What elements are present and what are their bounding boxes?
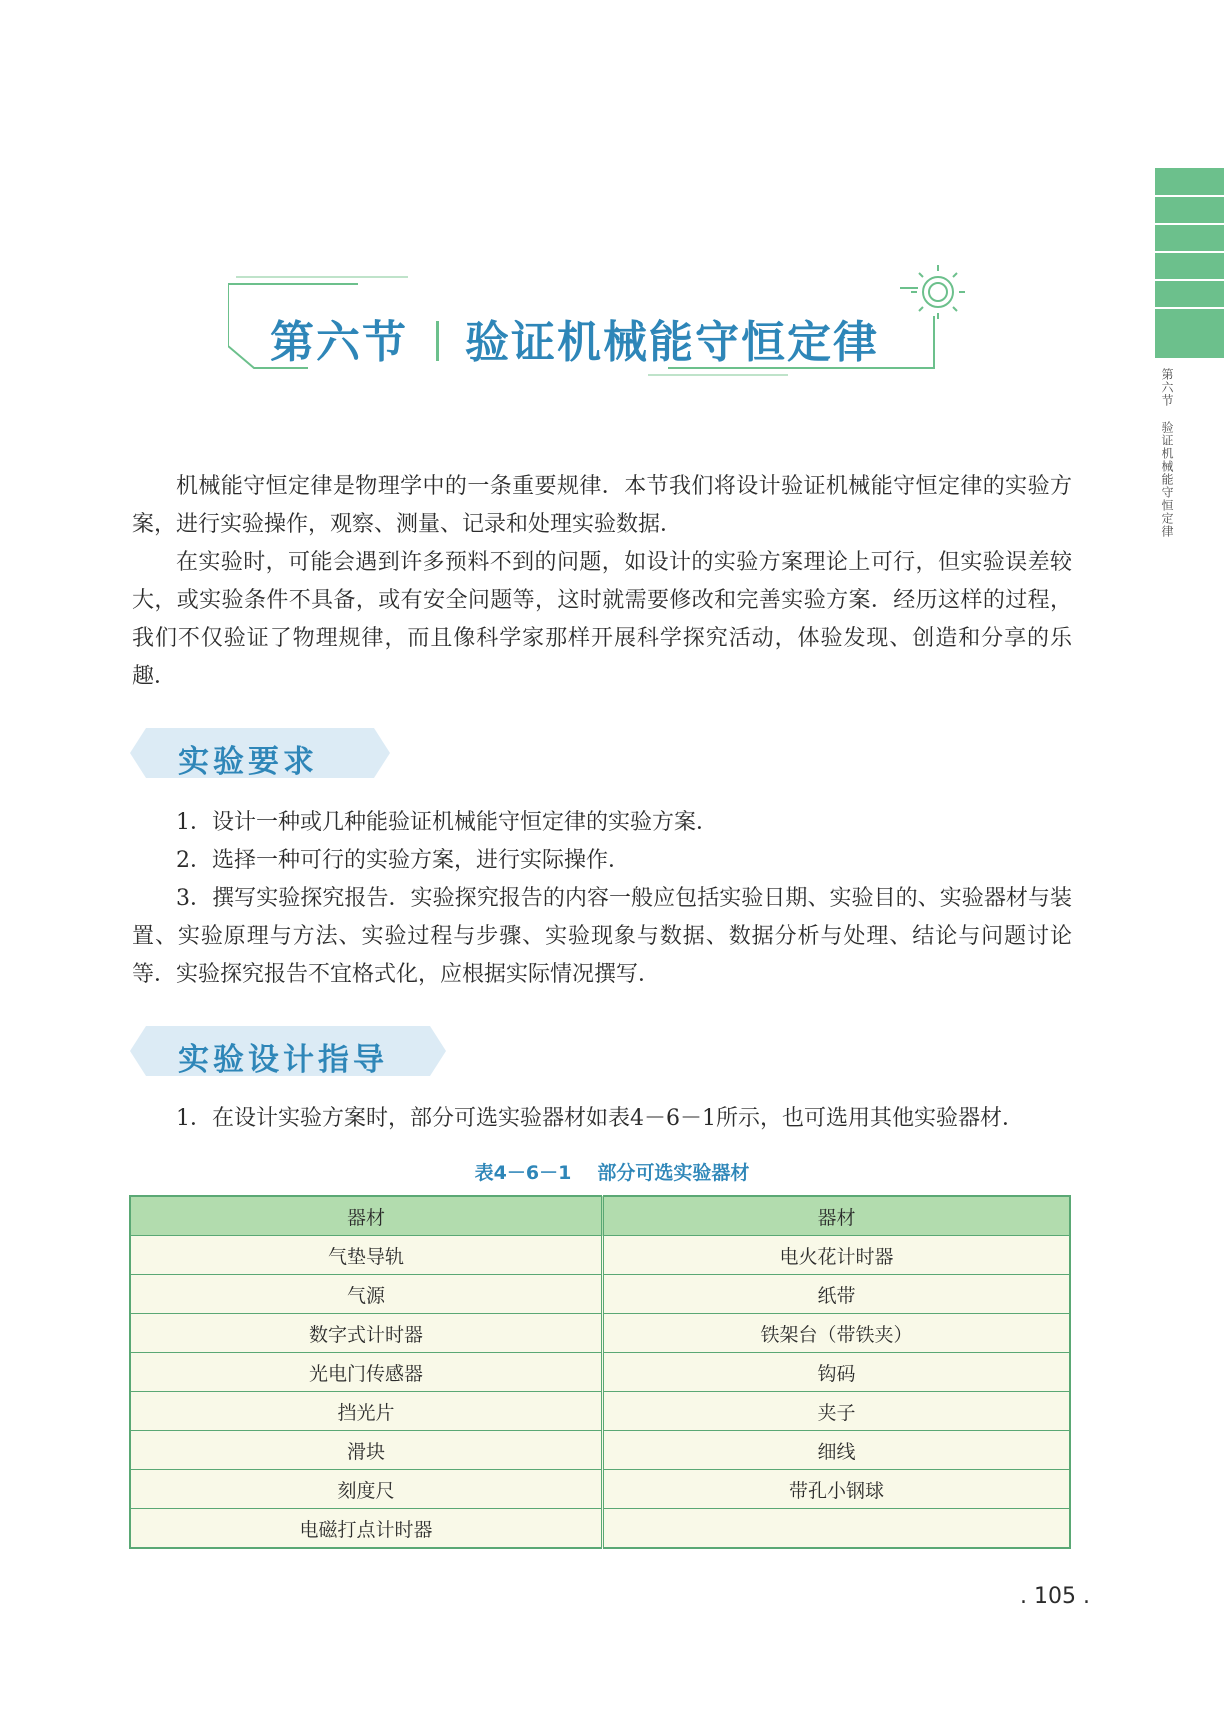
table-cell: 刻度尺	[130, 1470, 603, 1509]
table-row	[130, 1275, 1070, 1314]
title-section: 第六节	[270, 317, 408, 368]
table-cell: 挡光片	[130, 1392, 603, 1431]
intro-paragraph-1: 机械能守恒定律是物理学中的一条重要规律．本节我们将设计验证机械能守恒定律的实验方案，进行实验操作，观察、测量、记录和处理实验数据．	[132, 474, 1072, 537]
table-cell: 气源	[130, 1275, 603, 1314]
table-header-cell: 器材	[130, 1196, 603, 1236]
table-row	[130, 1353, 1070, 1392]
title-divider	[436, 321, 439, 361]
table-caption-title: 部分可选实验器材	[597, 1162, 750, 1184]
section-heading-requirements	[130, 728, 390, 778]
table-cell: 电火花计时器	[603, 1236, 1071, 1275]
requirement-item-1: 1．设计一种或几种能验证机械能守恒定律的实验方案．	[176, 810, 718, 835]
table-row	[130, 1470, 1070, 1509]
table-cell: 夹子	[603, 1392, 1071, 1431]
guide-item-1: 1．在设计实验方案时，部分可选实验器材如表4－6－1所示，也可选用其他实验器材．	[176, 1106, 1024, 1131]
requirements-heading: 实验要求	[178, 744, 318, 780]
table-cell: 电磁打点计时器	[130, 1509, 603, 1549]
page-number: . 105 .	[1020, 1584, 1090, 1609]
table-header-cell: 器材	[603, 1196, 1071, 1236]
requirement-item-3: 3．撰写实验探究报告．实验探究报告的内容一般应包括实验日期、实验目的、实验器材与装置、实验原理与方法、实验过程与步骤、实验现象与数据、数据分析与处理、结论与问题讨论等．实验探究报告不宜格式化，应根据实际情况撰写．	[132, 886, 1072, 987]
table-row	[130, 1431, 1070, 1470]
gear-icon	[900, 258, 972, 330]
page-title	[270, 306, 879, 370]
table-header-row	[130, 1196, 1070, 1236]
table-row	[130, 1314, 1070, 1353]
table-cell: 细线	[603, 1431, 1071, 1470]
table-row	[130, 1392, 1070, 1431]
side-topic: 验证机械能守恒定律	[1160, 421, 1174, 538]
table-row	[130, 1236, 1070, 1275]
table-cell: 光电门传感器	[130, 1353, 603, 1392]
guide-heading: 实验设计指导	[178, 1042, 388, 1078]
table-cell: 滑块	[130, 1431, 603, 1470]
table-cell	[603, 1509, 1071, 1549]
title-topic: 验证机械能守恒定律	[465, 317, 879, 368]
table-cell: 数字式计时器	[130, 1314, 603, 1353]
table-cell: 气垫导轨	[130, 1236, 603, 1275]
side-running-title	[1156, 368, 1176, 538]
chapter-side-tab	[1155, 168, 1224, 358]
table-cell: 带孔小钢球	[603, 1470, 1071, 1509]
intro-paragraph-2: 在实验时，可能会遇到许多预料不到的问题，如设计的实验方案理论上可行，但实验误差较大，或实验条件不具备，或有安全问题等，这时就需要修改和完善实验方案．经历这样的过程，我们不仅验证了物理规律，而且像科学家那样开展科学探究活动，体验发现、创造和分享的乐趣．	[132, 550, 1072, 689]
table-row	[130, 1509, 1070, 1549]
requirement-item-2: 2．选择一种可行的实验方案，进行实际操作．	[176, 848, 630, 873]
section-heading-guide	[130, 1026, 446, 1076]
table-cell: 铁架台（带铁夹）	[603, 1314, 1071, 1353]
table-caption-number: 表4－6－1	[474, 1162, 572, 1184]
side-section: 第六节	[1160, 368, 1174, 407]
materials-table	[129, 1195, 1071, 1549]
table-cell: 纸带	[603, 1275, 1071, 1314]
table-caption	[0, 1158, 1224, 1185]
table-cell: 钩码	[603, 1353, 1071, 1392]
